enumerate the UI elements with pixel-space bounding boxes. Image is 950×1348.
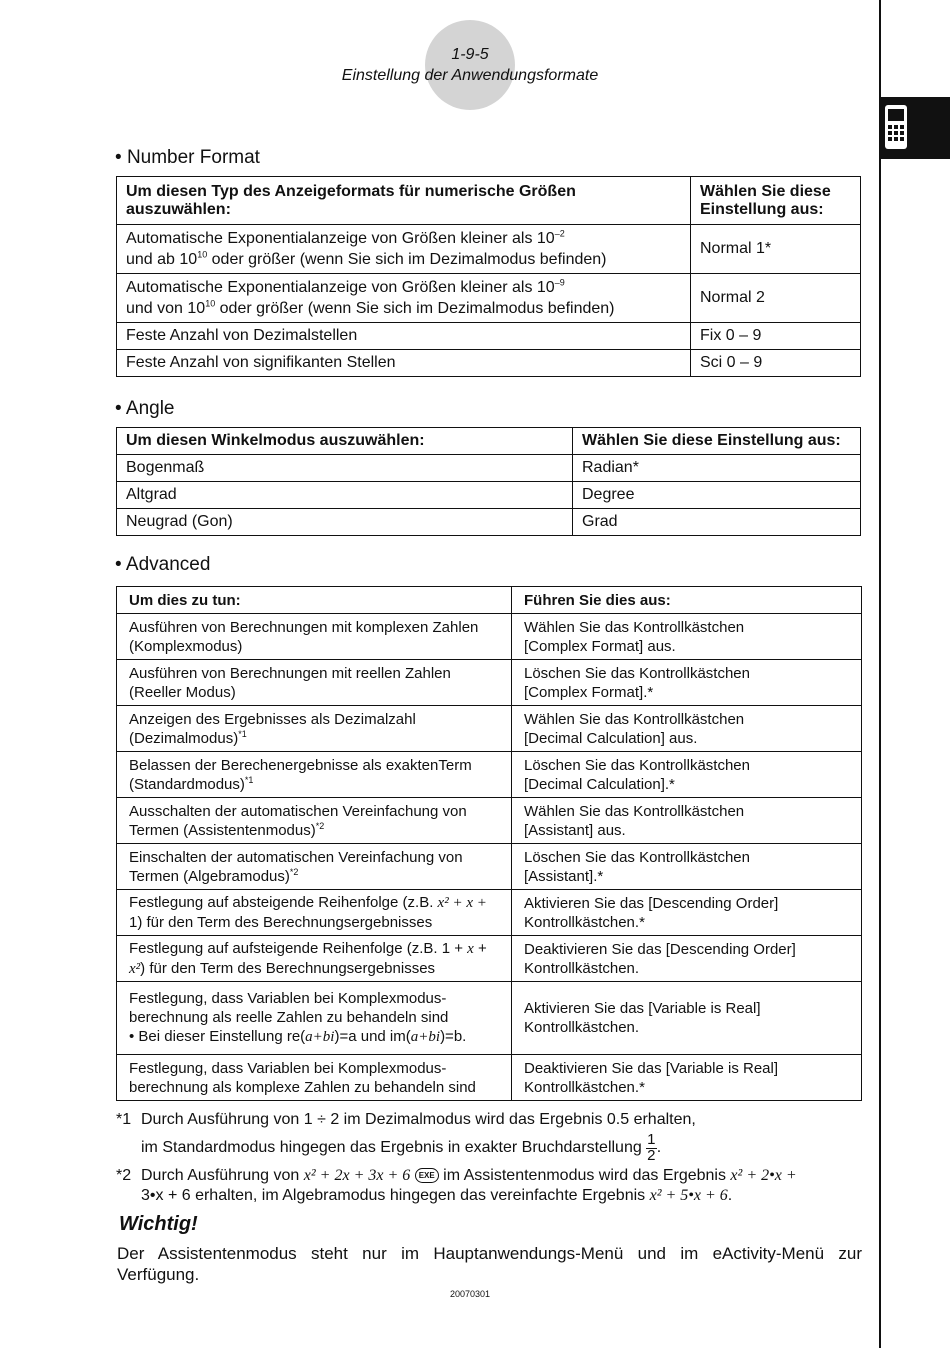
- table-header: Um diesen Winkelmodus auszuwählen:: [117, 428, 573, 455]
- table-row: [117, 350, 861, 377]
- table-cell: Wählen Sie das Kontrollkästchen [Assistant] aus.: [512, 798, 862, 844]
- calculator-icon: [879, 97, 950, 159]
- table-row: [117, 614, 862, 660]
- table-header: Wählen Sie diese Einstellung aus:: [573, 428, 861, 455]
- right-margin-rule: [879, 0, 881, 1348]
- table-row: [117, 455, 861, 482]
- table-cell: Aktivieren Sie das [Variable is Real] Kontrollkästchen.: [512, 982, 862, 1055]
- section-number-format-label: Number Format: [126, 147, 260, 168]
- important-title: Wichtig!: [119, 1213, 198, 1235]
- table-cell: Automatische Exponentialanzeige von Größen kleiner als $10^{-2}$ und ab $10^{10}$ oder größer (wenn Sie sich im Dezimalmodus befinden): [117, 225, 691, 274]
- table-cell: Ausführen von Berechnungen mit reellen Zahlen (Reeller Modus): [117, 660, 512, 706]
- table-row: [117, 890, 862, 936]
- table-cell: Normal 1*: [691, 225, 861, 274]
- table-cell: Neugrad (Gon): [117, 509, 573, 536]
- table-cell: Fix 0 – 9: [691, 323, 861, 350]
- table-row: [117, 323, 861, 350]
- table-cell: Löschen Sie das Kontrollkästchen [Decimal Calculation].*: [512, 752, 862, 798]
- footnote-2-mark: *2: [116, 1167, 132, 1184]
- table-header: Führen Sie dies aus:: [512, 587, 862, 614]
- important-text: Der Assistentenmodus steht nur im Hauptanwendungs-Menü und im eActivity-Menü zur Verfügung.: [117, 1244, 862, 1284]
- table-cell: Wählen Sie das Kontrollkästchen [Complex Format] aus.: [512, 614, 862, 660]
- table-cell: Automatische Exponentialanzeige von Größen kleiner als $10^{-9}$ und von $10^{10}$ oder größer (wenn Sie sich im Dezimalmodus befinden): [117, 274, 691, 323]
- section-advanced: • Advanced: [115, 554, 211, 575]
- footer-code: 20070301: [449, 1289, 491, 1299]
- section-advanced-label: Advanced: [125, 554, 211, 575]
- table-cell: Löschen Sie das Kontrollkästchen [Complex Format].*: [512, 660, 862, 706]
- section-angle: • Angle: [115, 398, 175, 419]
- table-cell: Normal 2: [691, 274, 861, 323]
- page-number: 1-9-5: [451, 46, 489, 63]
- table-row: [117, 274, 861, 323]
- footnote-1-line1: Durch Ausführung von 1 ÷ 2 im Dezimalmodus wird das Ergebnis 0.5 erhalten,: [141, 1111, 696, 1128]
- footnote-2-line2: 3•x + 6 erhalten, im Algebramodus hingegen das vereinfachte Ergebnis x² + 5•x + 6.: [141, 1187, 733, 1204]
- table-cell: Deaktivieren Sie das [Variable is Real] Kontrollkästchen.*: [512, 1055, 862, 1101]
- table-cell: Radian*: [573, 455, 861, 482]
- table-row: [117, 482, 861, 509]
- table-cell: Festlegung, dass Variablen bei Komplexmodus- berechnung als komplexe Zahlen zu behandeln sind: [117, 1055, 512, 1101]
- footnote-1-line2: im Standardmodus hingegen das Ergebnis in exakter Bruchdarstellung $\frac{1}{2}$.: [141, 1131, 662, 1164]
- table-cell: Altgrad: [117, 482, 573, 509]
- section-angle-label: Angle: [125, 398, 175, 419]
- table-cell: Grad: [573, 509, 861, 536]
- section-number-format: • Number Format: [115, 147, 260, 168]
- table-cell: Feste Anzahl von signifikanten Stellen: [117, 350, 691, 377]
- table-row: [117, 225, 861, 274]
- table-header: Wählen Sie diese Einstellung aus:: [691, 177, 861, 225]
- number-format-table: [116, 176, 861, 377]
- table-row: [117, 982, 862, 1055]
- table-cell: Einschalten der automatischen Vereinfachung von Termen (Algebramodus)$^{*2}$: [117, 844, 512, 890]
- angle-table: [116, 427, 861, 536]
- table-row: [117, 936, 862, 982]
- table-cell: Löschen Sie das Kontrollkästchen [Assistant].*: [512, 844, 862, 890]
- table-cell: Ausschalten der automatischen Vereinfachung von Termen (Assistentenmodus)$^{*2}$: [117, 798, 512, 844]
- table-cell: Sci 0 – 9: [691, 350, 861, 377]
- footnote-1-mark: *1: [116, 1111, 132, 1128]
- fraction: $\frac{1}{2}$: [647, 1131, 656, 1164]
- side-tab: [879, 97, 950, 159]
- page-subtitle: Einstellung der Anwendungsformate: [341, 67, 599, 84]
- table-header: Um dies zu tun:: [117, 587, 512, 614]
- table-header: Um diesen Typ des Anzeigeformats für numerische Größen auszuwählen:: [117, 177, 691, 225]
- exe-key-icon: EXE: [415, 1168, 439, 1183]
- table-cell: Deaktivieren Sie das [Descending Order] Kontrollkästchen.: [512, 936, 862, 982]
- advanced-table: [116, 586, 862, 1101]
- table-row: [117, 1055, 862, 1101]
- table-cell: Feste Anzahl von Dezimalstellen: [117, 323, 691, 350]
- table-cell: Degree: [573, 482, 861, 509]
- table-cell: Bogenmaß: [117, 455, 573, 482]
- table-row: [117, 752, 862, 798]
- table-cell: Festlegung auf aufsteigende Reihenfolge (z.B. 1 + x + x²) für den Term des Berechnungsergebnisses: [117, 936, 512, 982]
- table-cell: Festlegung auf absteigende Reihenfolge (z.B. x² + x + 1) für den Term des Berechnungsergebnisses: [117, 890, 512, 936]
- table-row: [117, 660, 862, 706]
- footnote-2-line1: Durch Ausführung von x² + 2x + 3x + 6 EXE im Assistentenmodus wird das Ergebnis x² + 2•x +: [141, 1167, 797, 1184]
- table-cell: Belassen der Berechenergebnisse als exaktenTerm (Standardmodus)$^{*1}$: [117, 752, 512, 798]
- table-cell: Wählen Sie das Kontrollkästchen [Decimal Calculation] aus.: [512, 706, 862, 752]
- table-row: [117, 798, 862, 844]
- table-cell: Anzeigen des Ergebnisses als Dezimalzahl (Dezimalmodus)$^{*1}$: [117, 706, 512, 752]
- table-cell: Ausführen von Berechnungen mit komplexen Zahlen (Komplexmodus): [117, 614, 512, 660]
- table-row: [117, 706, 862, 752]
- table-row: [117, 844, 862, 890]
- table-row: [117, 509, 861, 536]
- table-cell: Aktivieren Sie das [Descending Order] Kontrollkästchen.*: [512, 890, 862, 936]
- page-number-circle: [425, 20, 515, 110]
- table-cell: Festlegung, dass Variablen bei Komplexmodus- berechnung als reelle Zahlen zu behandeln sind • Bei dieser Einstellung re(a+bi)=a und im(a+bi)=b.: [117, 982, 512, 1055]
